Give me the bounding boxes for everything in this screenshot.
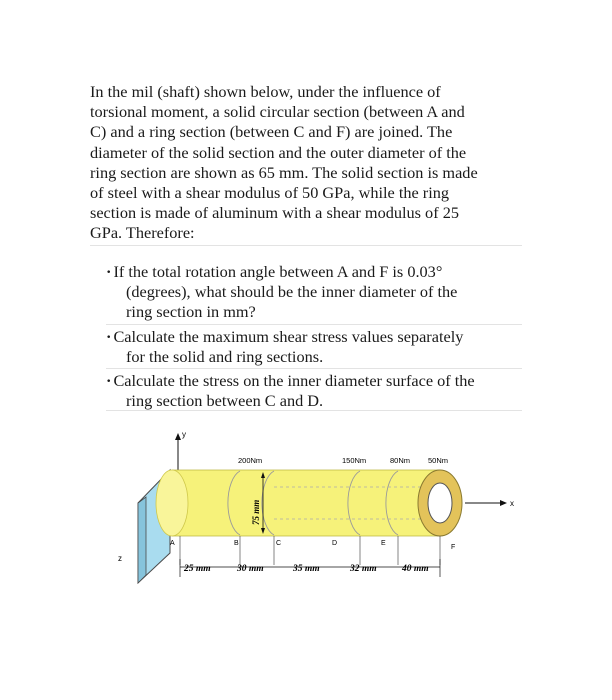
- divider: [106, 410, 522, 411]
- torque-label-b: 200Nm: [238, 456, 263, 465]
- divider: [90, 245, 522, 246]
- torque-label-d: 150Nm: [342, 456, 367, 465]
- shaft-start-face: [156, 470, 188, 536]
- point-e: E: [381, 540, 386, 547]
- length-label: 25 mm: [184, 564, 211, 574]
- question-item: · If the total rotation angle between A and F is 0.03° (degrees), what should be the inner diameter of the ring section in mm?: [106, 262, 526, 323]
- question-line: Calculate the maximum shear stress values separately: [113, 326, 464, 346]
- x-axis-label: x: [510, 499, 514, 508]
- y-axis-arrow-icon: [175, 433, 181, 440]
- question-list: [106, 262, 526, 415]
- torque-label-f: 50Nm: [428, 456, 449, 465]
- x-axis-arrow-icon: [500, 500, 507, 506]
- question-line: ring section between C and D.: [126, 391, 324, 411]
- divider: [106, 368, 522, 369]
- shaft-body: [172, 470, 440, 536]
- question-line: Calculate the stress on the inner diameter surface of the: [113, 371, 475, 391]
- problem-line: C) and a ring section (between C and F) are joined. The: [90, 122, 453, 142]
- question-line: ring section in mm?: [126, 302, 256, 322]
- problem-line: torsional moment, a solid circular section (between A and: [90, 102, 465, 122]
- point-d: D: [332, 540, 338, 547]
- point-c: C: [276, 540, 282, 547]
- shaft-figure: [110, 425, 530, 605]
- length-label: 40 mm: [402, 564, 429, 574]
- question-line: (degrees), what should be the inner diameter of the: [126, 282, 458, 302]
- question-item: · Calculate the maximum shear stress values separately for the solid and ring sections.: [106, 327, 526, 367]
- question-item: · Calculate the stress on the inner diameter surface of the ring section between C and D.: [106, 371, 526, 411]
- problem-statement: [90, 82, 530, 244]
- length-label: 35 mm: [293, 564, 320, 574]
- ring-bore: [428, 483, 452, 523]
- point-b: B: [234, 540, 239, 547]
- point-a: A: [170, 540, 175, 547]
- problem-line: diameter of the solid section and the outer diameter of the: [90, 142, 467, 162]
- y-axis-label: y: [182, 430, 186, 439]
- torque-label-e: 80Nm: [390, 456, 411, 465]
- problem-line: GPa. Therefore:: [90, 223, 195, 243]
- problem-line: ring section are shown as 65 mm. The solid section is made: [90, 162, 478, 182]
- problem-line: section is made of aluminum with a shear modulus of 25: [90, 203, 459, 223]
- divider: [106, 324, 522, 325]
- question-line: If the total rotation angle between A and F is 0.03°: [113, 262, 443, 281]
- length-label: 30 mm: [237, 564, 264, 574]
- point-f: F: [451, 544, 456, 551]
- problem-line: of steel with a shear modulus of 50 GPa, while the ring: [90, 183, 450, 203]
- diameter-label: 75 mm: [251, 499, 261, 525]
- z-axis-label: z: [118, 554, 122, 563]
- problem-line: In the mil (shaft) shown below, under the influence of: [90, 82, 441, 101]
- question-line: for the solid and ring sections.: [126, 346, 324, 366]
- length-label: 32 mm: [350, 564, 377, 574]
- fixed-wall-edge: [138, 497, 146, 583]
